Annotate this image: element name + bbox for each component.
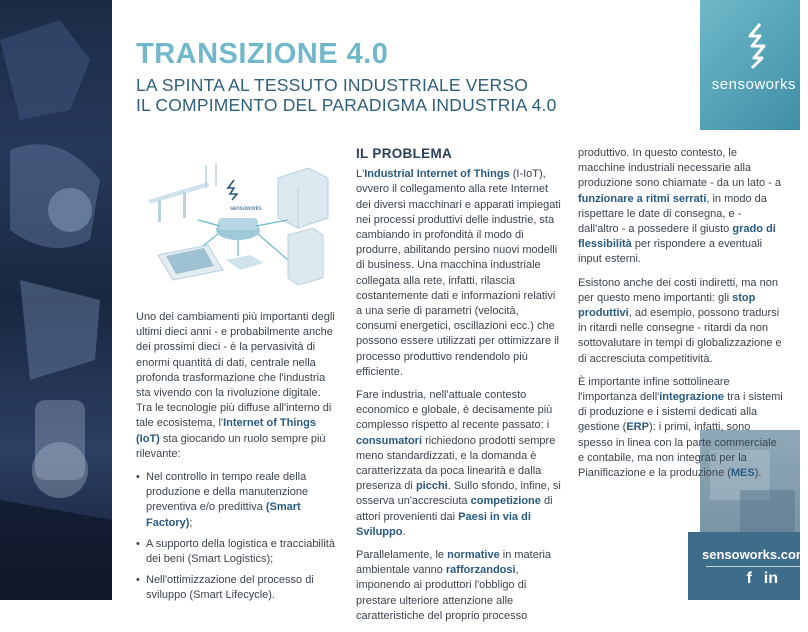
paragraph: produttivo. In questo contesto, le macchine industriali necessarie alla produzione sono chiamate - da un lato - a funzionare a ritmi serrati, in modo da rispettare le date di consegna, e - dall'altro - a possedere il giusto grado di flessibilità per rispondere a eventuali input esterni. (578, 147, 782, 266)
list-item: • Nell'ottimizzazione del processo di sviluppo (Smart Lifecycle). (136, 573, 336, 603)
page-title: TRANSIZIONE 4.0 (136, 38, 389, 70)
section-heading: IL PROBLEMA (356, 146, 453, 161)
brand-logo-text: sensoworks (711, 76, 796, 93)
facebook-icon[interactable]: f (746, 570, 752, 587)
column-continued (578, 146, 783, 489)
website-link[interactable]: sensoworks.com (702, 547, 808, 562)
paragraph: Fare industria, nell'attuale contesto economico e globale, è decisamente più complesso rispetto al recente passato: i consumatori richiedono prodotti sempre meno standardizzati, e la domanda è caratterizzata da poca linearità e dalla presenza di picchi. Sullo sfondo, infine, si osserva un'accresciuta competizione di attori provenienti dai Paesi in via di Sviluppo. (356, 389, 561, 538)
illustration-logo-text: sensoworks (230, 206, 262, 212)
list-item: • A supporto della logistica e tracciabilità dei beni (Smart Logistics); (136, 537, 336, 567)
page-subtitle (136, 75, 557, 115)
paragraph: È importante infine sottolineare l'importanza dell'integrazione tra i sistemi di produzione e i sistemi dedicati alla gestione (ERP): i primi, infatti, sono spesso in linea con la parte commerciale e contabile, ma non integrati per la Pianificazione e la produzione (MES). (578, 375, 783, 480)
social-links (746, 570, 778, 588)
intro-paragraph: Uno dei cambiamenti più importanti degli ultimi dieci anni - e probabilmente anche dei prossimi dieci - è la pervasività di enormi quantità di dati, centrale nella profonda trasformazione che l'industria sta vivendo con la rivoluzione digitale. Tra le tecnologie più diffuse all'interno di tale ecosistema, l'Internet of Things (IoT) sta giocando un ruolo sempre più rilevante: (136, 311, 335, 460)
subtitle-line-1: LA SPINTA AL TESSUTO INDUSTRIALE VERSO (136, 75, 529, 95)
column-intro (136, 310, 336, 610)
footer-divider (706, 566, 800, 567)
subtitle-line-2: IL COMPIMENTO DEL PARADIGMA INDUSTRIA 4.0 (136, 95, 557, 115)
use-case-list (136, 470, 336, 604)
iot-illustration (138, 160, 338, 290)
sensoworks-logo-icon (746, 24, 770, 73)
paragraph: Esistono anche dei costi indiretti, ma non per questo meno importanti: gli stop produttivi, ad esempio, possono tradursi in ritardi nelle consegne - ritardi da non sottovalutare in tempi di globalizzazione e di accresciuta competitività. (578, 276, 782, 365)
column-problem (356, 146, 561, 632)
linkedin-icon[interactable]: in (763, 570, 778, 587)
paragraph: Parallelamente, le normative in materia ambientale vanno rafforzandosi, imponendo ai produttori l'obbligo di prestare ulteriore attenzione alle caratteristiche del proprio processo (356, 549, 552, 622)
industrial-robot-photo (0, 0, 112, 600)
paragraph: L'Industrial Internet of Things (I-IoT), ovvero il collegamento alla rete Internet dei diversi macchinari e apparati impiegati nei processi produttivi delle industrie, sta cambiando in profondità il modo di produrre, abilitando persino nuovi modelli di business. Una macchina industriale collegata alla rete, infatti, rilascia costantemente dati e informazioni relativi a una serie di parametri (velocità, consumi energetici, oscillazioni ecc.) che possono essere utilizzati per ottimizzare il processo produttivo rendendolo più efficiente. (356, 168, 561, 378)
list-item: • Nel controllo in tempo reale della produzione e della manutenzione preventiva e/o predittiva (Smart Factory); (136, 470, 336, 531)
